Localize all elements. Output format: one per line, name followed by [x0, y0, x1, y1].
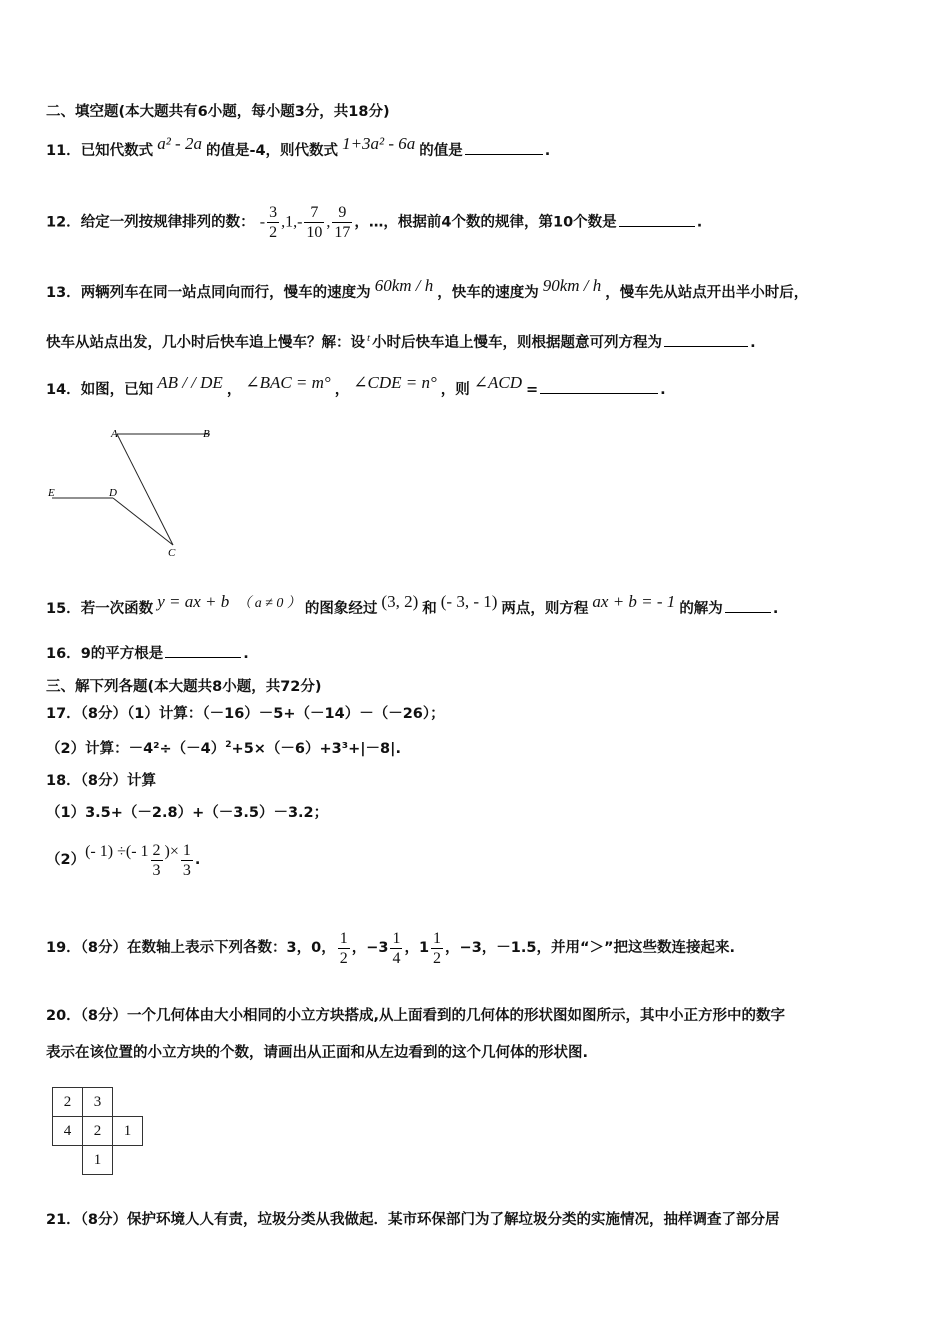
q13-number: 13． — [46, 285, 81, 301]
q14-text-2: ，则 — [440, 382, 470, 398]
label-a: A — [111, 428, 118, 440]
line-ac — [117, 434, 173, 545]
q12-fraction-3: $\frac{9}{17}$ — [334, 204, 351, 241]
label-b: B — [203, 428, 210, 440]
q13-math-1: 60km / h — [374, 276, 434, 295]
q11-text-3: 的值是 — [419, 143, 463, 159]
question-20-line-2: 表示在该位置的小立方块的个数，请画出从正面和从左边看到的这个几何体的形状图. — [46, 1045, 589, 1061]
grid-cell: 1 — [83, 1146, 113, 1175]
question-18-line-3: （2）(- 1) ÷(- 1 $\frac{2}{3}$ )× $\frac{1}{3}$ . — [46, 841, 201, 879]
section-3-heading: 三、解下列各题(本大题共8小题，共72分) — [46, 679, 322, 695]
q20-top-view-grid — [52, 1087, 143, 1175]
q15-point-1: (3, 2) — [381, 592, 419, 611]
q11-number: 11． — [46, 143, 81, 159]
q11-text-2: 的值是-4，则代数式 — [205, 143, 339, 159]
q13-math-t: t — [367, 332, 371, 344]
q15-math-1: y = ax + b — [157, 592, 230, 611]
q13-answer-blank[interactable] — [664, 332, 748, 347]
q12-number: 12． — [46, 214, 81, 231]
question-12: 12．给定一列按规律排列的数： - $\frac{3}{2}$ ,1,- $\frac{7}{10}$ , $\frac{9}{17}$ ，…，根据前4个数的规律，第10个数是 . — [46, 204, 703, 241]
q15-end: . — [772, 601, 779, 617]
line-dc — [113, 498, 173, 545]
grid-cell: 4 — [53, 1117, 83, 1146]
q15-paren: （ a ≠ 0 ） — [237, 596, 301, 611]
q12-fraction-1: $\frac{3}{2}$ — [269, 204, 278, 241]
q12-fraction-2: $\frac{7}{10}$ — [306, 204, 323, 241]
q12-seq-prefix: - — [259, 213, 266, 231]
q13-text-3: ，慢车先从站点开出半小时后， — [605, 285, 809, 301]
question-17-line-2: （2）计算：$-4^2\div(-4)^2+5\times(-6)+3^3+|-8|$. — [46, 740, 401, 757]
q15-text-4: 的解为 — [679, 601, 723, 617]
q14-math-1: AB / / DE — [157, 373, 223, 392]
q12-end: . — [696, 214, 703, 231]
q15-text-3: 两点，则方程 — [501, 601, 589, 617]
q11-math-2: 1+3a² - 6a — [342, 134, 416, 153]
question-18-line-1: 18．（8分）计算 — [46, 773, 157, 789]
question-14: 14．如图，已知 AB / / DE ， ∠BAC = m° ， ∠CDE = n° ，则 ∠ACD = . — [46, 373, 666, 398]
q12-text-2: ，…，根据前4个数的规律，第10个数是 — [354, 214, 617, 231]
question-21-line-1: 21．（8分）保护环境人人有责，垃圾分类从我做起．某市环保部门为了解垃圾分类的实施情况，抽样调查了部分居 — [46, 1212, 780, 1228]
q14-math-3: ∠CDE = n° — [353, 373, 437, 392]
q11-math-1: a² - 2a — [157, 134, 202, 153]
section-2-heading: 二、填空题(本大题共有6小题，每小题3分，共18分) — [46, 104, 390, 120]
q14-end: . — [660, 382, 666, 398]
question-20-line-1: 20．（8分）一个几何体由大小相同的小立方块搭成,从上面看到的几何体的形状图如图所示，其中小正方形中的数字 — [46, 1008, 786, 1024]
q14-math-4: ∠ACD — [473, 373, 522, 392]
q13-end: . — [750, 335, 756, 351]
q14-text-1: 如图，已知 — [80, 382, 154, 398]
q16-answer-blank[interactable] — [165, 643, 241, 658]
q15-text-2: 的图象经过 — [304, 601, 378, 617]
question-17-line-1: 17．（8分）（1）计算：（－16）－5+（－14）－（－26）； — [46, 706, 445, 722]
q15-math-2: ax + b = - 1 — [592, 592, 676, 611]
q14-math-2: ∠BAC = m° — [245, 373, 331, 392]
question-18-line-2: （1）3.5+（－2.8）+（－3.5）－3.2； — [46, 805, 329, 821]
q12-answer-blank[interactable] — [619, 212, 695, 227]
q12-seq-mid: ,1,- — [281, 213, 303, 231]
q16-end: . — [243, 646, 249, 662]
q11-text-1: 已知代数式 — [80, 143, 154, 159]
q14-geometry-figure — [40, 420, 240, 565]
q15-number: 15． — [46, 601, 81, 617]
q11-answer-blank[interactable] — [465, 140, 543, 155]
grid-cell: 2 — [53, 1088, 83, 1117]
q13-text-1: 两辆列车在同一站点同向而行，慢车的速度为 — [80, 285, 371, 301]
q15-text-1: 若一次函数 — [80, 601, 154, 617]
grid-cell: 2 — [83, 1117, 113, 1146]
q15-and: 和 — [422, 601, 437, 617]
q16-text-1: 9的平方根是 — [80, 646, 164, 662]
label-d: D — [109, 487, 117, 499]
q14-number: 14． — [46, 382, 81, 398]
q13-text-5: 小时后快车追上慢车，则根据题意可列方程为 — [372, 335, 663, 351]
q14-answer-blank[interactable] — [540, 379, 658, 394]
q11-end: . — [544, 143, 551, 159]
question-15 — [46, 592, 779, 620]
q14-equals: = — [526, 382, 539, 398]
question-19: 19．（8分）在数轴上表示下列各数：3，0， $\frac{1}{2}$ ，−3 $\frac{1}{4}$ ，1 $\frac{1}{2}$ ，−3，－1.5，并用“＞”把这些数连接起来. — [46, 929, 736, 967]
grid-cell: 1 — [113, 1117, 143, 1146]
q15-point-2: (- 3, - 1) — [440, 592, 498, 611]
question-16 — [46, 643, 249, 664]
q16-number: 16． — [46, 646, 81, 662]
q13-math-2: 90km / h — [542, 276, 602, 295]
q12-text-1: 给定一列按规律排列的数： — [80, 214, 255, 231]
grid-cell: 3 — [83, 1088, 113, 1117]
question-13-line-2 — [46, 332, 756, 354]
question-11 — [46, 134, 551, 161]
question-13-line-1 — [46, 276, 809, 303]
label-e: E — [48, 487, 55, 499]
q15-answer-blank[interactable] — [725, 598, 771, 613]
q13-text-4: 快车从站点出发，几小时后快车追上慢车？解：设 — [46, 335, 365, 351]
q13-text-2: ，快车的速度为 — [437, 285, 539, 301]
label-c: C — [168, 547, 176, 559]
